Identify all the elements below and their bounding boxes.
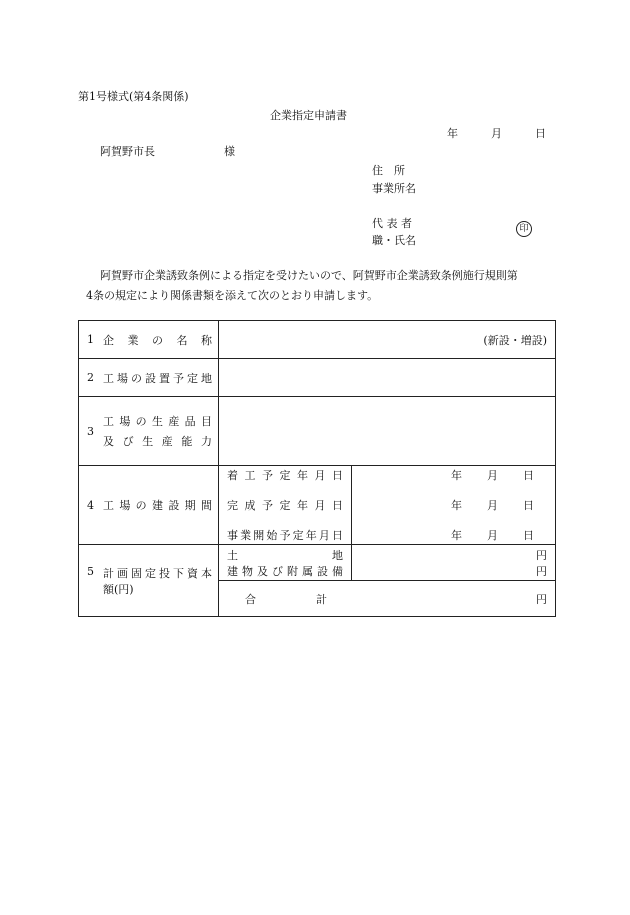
addressee-name: 阿賀野市長 [100,145,155,158]
form-number: 第1号様式(第4条関係) [78,90,189,103]
seal-icon: 印 [516,221,532,237]
addressee [100,143,235,159]
new-or-expansion-note: (新設・増設) [483,333,547,347]
application-table [78,320,556,617]
construction-date-label: 完 成 予 定 年 月 日 [227,499,343,512]
body-text-line2: 4条の規定により関係書類を添えて次のとおり申請します。 [86,289,379,302]
investment-label-cell [79,545,219,617]
construction-date-item [219,466,555,484]
investment-total [219,581,556,617]
date-line [447,125,546,141]
document-title: 企業指定申請書 [270,109,347,122]
row-number: 3 [87,424,94,438]
date-month: 月 [491,127,502,140]
row-number: 2 [87,371,94,384]
construction-date-label: 着 工 予 定 年 月 日 [227,469,343,482]
construction-date-value[interactable]: 年 月 日 [451,529,534,542]
row-number: 4 [87,498,94,512]
investment-item-label: 建 物 及 び 附 属 設 備 [227,564,343,578]
investment-item-unit: 円 [536,564,547,578]
date-year: 年 [447,127,458,140]
table-row-construction [79,466,556,545]
table-row-products [79,397,556,466]
date-day: 日 [535,127,546,140]
office-name-label: 事業所名 [372,182,416,195]
products-label-line2: 及 び 生 産 能 力 [103,435,212,448]
products-field[interactable] [219,397,556,466]
products-label-cell [79,397,219,466]
investment-item-land [219,547,555,563]
company-name-label-cell [79,321,219,359]
construction-date-value[interactable]: 年 月 日 [451,499,534,512]
investment-item-building [219,563,555,579]
company-name-label: 企 業 の 名 称 [103,333,212,347]
construction-label-cell [79,466,219,545]
construction-date-item [219,496,555,514]
products-label-line1: 工 場 の 生 産 品 目 [103,415,212,428]
address-label: 住 所 [372,164,405,177]
seal-mark [516,221,532,237]
investment-item-unit: 円 [536,548,547,562]
table-row-company-name [79,321,556,359]
site-field[interactable] [219,359,556,397]
investment-breakdown [219,545,556,581]
table-row-site [79,359,556,397]
site-label: 工 場 の 設 置 予 定 地 [103,371,212,385]
row-number: 5 [87,564,94,578]
construction-dates [219,466,556,545]
total-label: 合 計 [245,592,327,606]
total-unit: 円 [536,592,547,606]
row-number: 1 [87,333,94,346]
site-label-cell [79,359,219,397]
investment-item-label: 土 地 [227,548,343,562]
company-name-field[interactable] [219,321,556,359]
construction-date-list [219,466,555,544]
investment-label-line2: 額(円) [103,582,134,596]
addressee-honorific: 様 [224,145,235,158]
construction-date-value[interactable]: 年 月 日 [451,469,534,482]
construction-date-item [219,526,555,544]
representative-label: 代 表 者 [372,217,412,230]
table-row-investment [79,545,556,581]
construction-period-label: 工 場 の 建 設 期 間 [103,499,212,512]
investment-label-line1: 計 画 固 定 投 下 資 本 [103,566,212,580]
body-text-line1: 阿賀野市企業誘致条例による指定を受けたいので、阿賀野市企業誘致条例施行規則第 [100,269,518,282]
title-name-label: 職・氏名 [372,234,416,247]
construction-date-label: 事 業 開 始 予 定 年 月 日 [227,529,343,542]
